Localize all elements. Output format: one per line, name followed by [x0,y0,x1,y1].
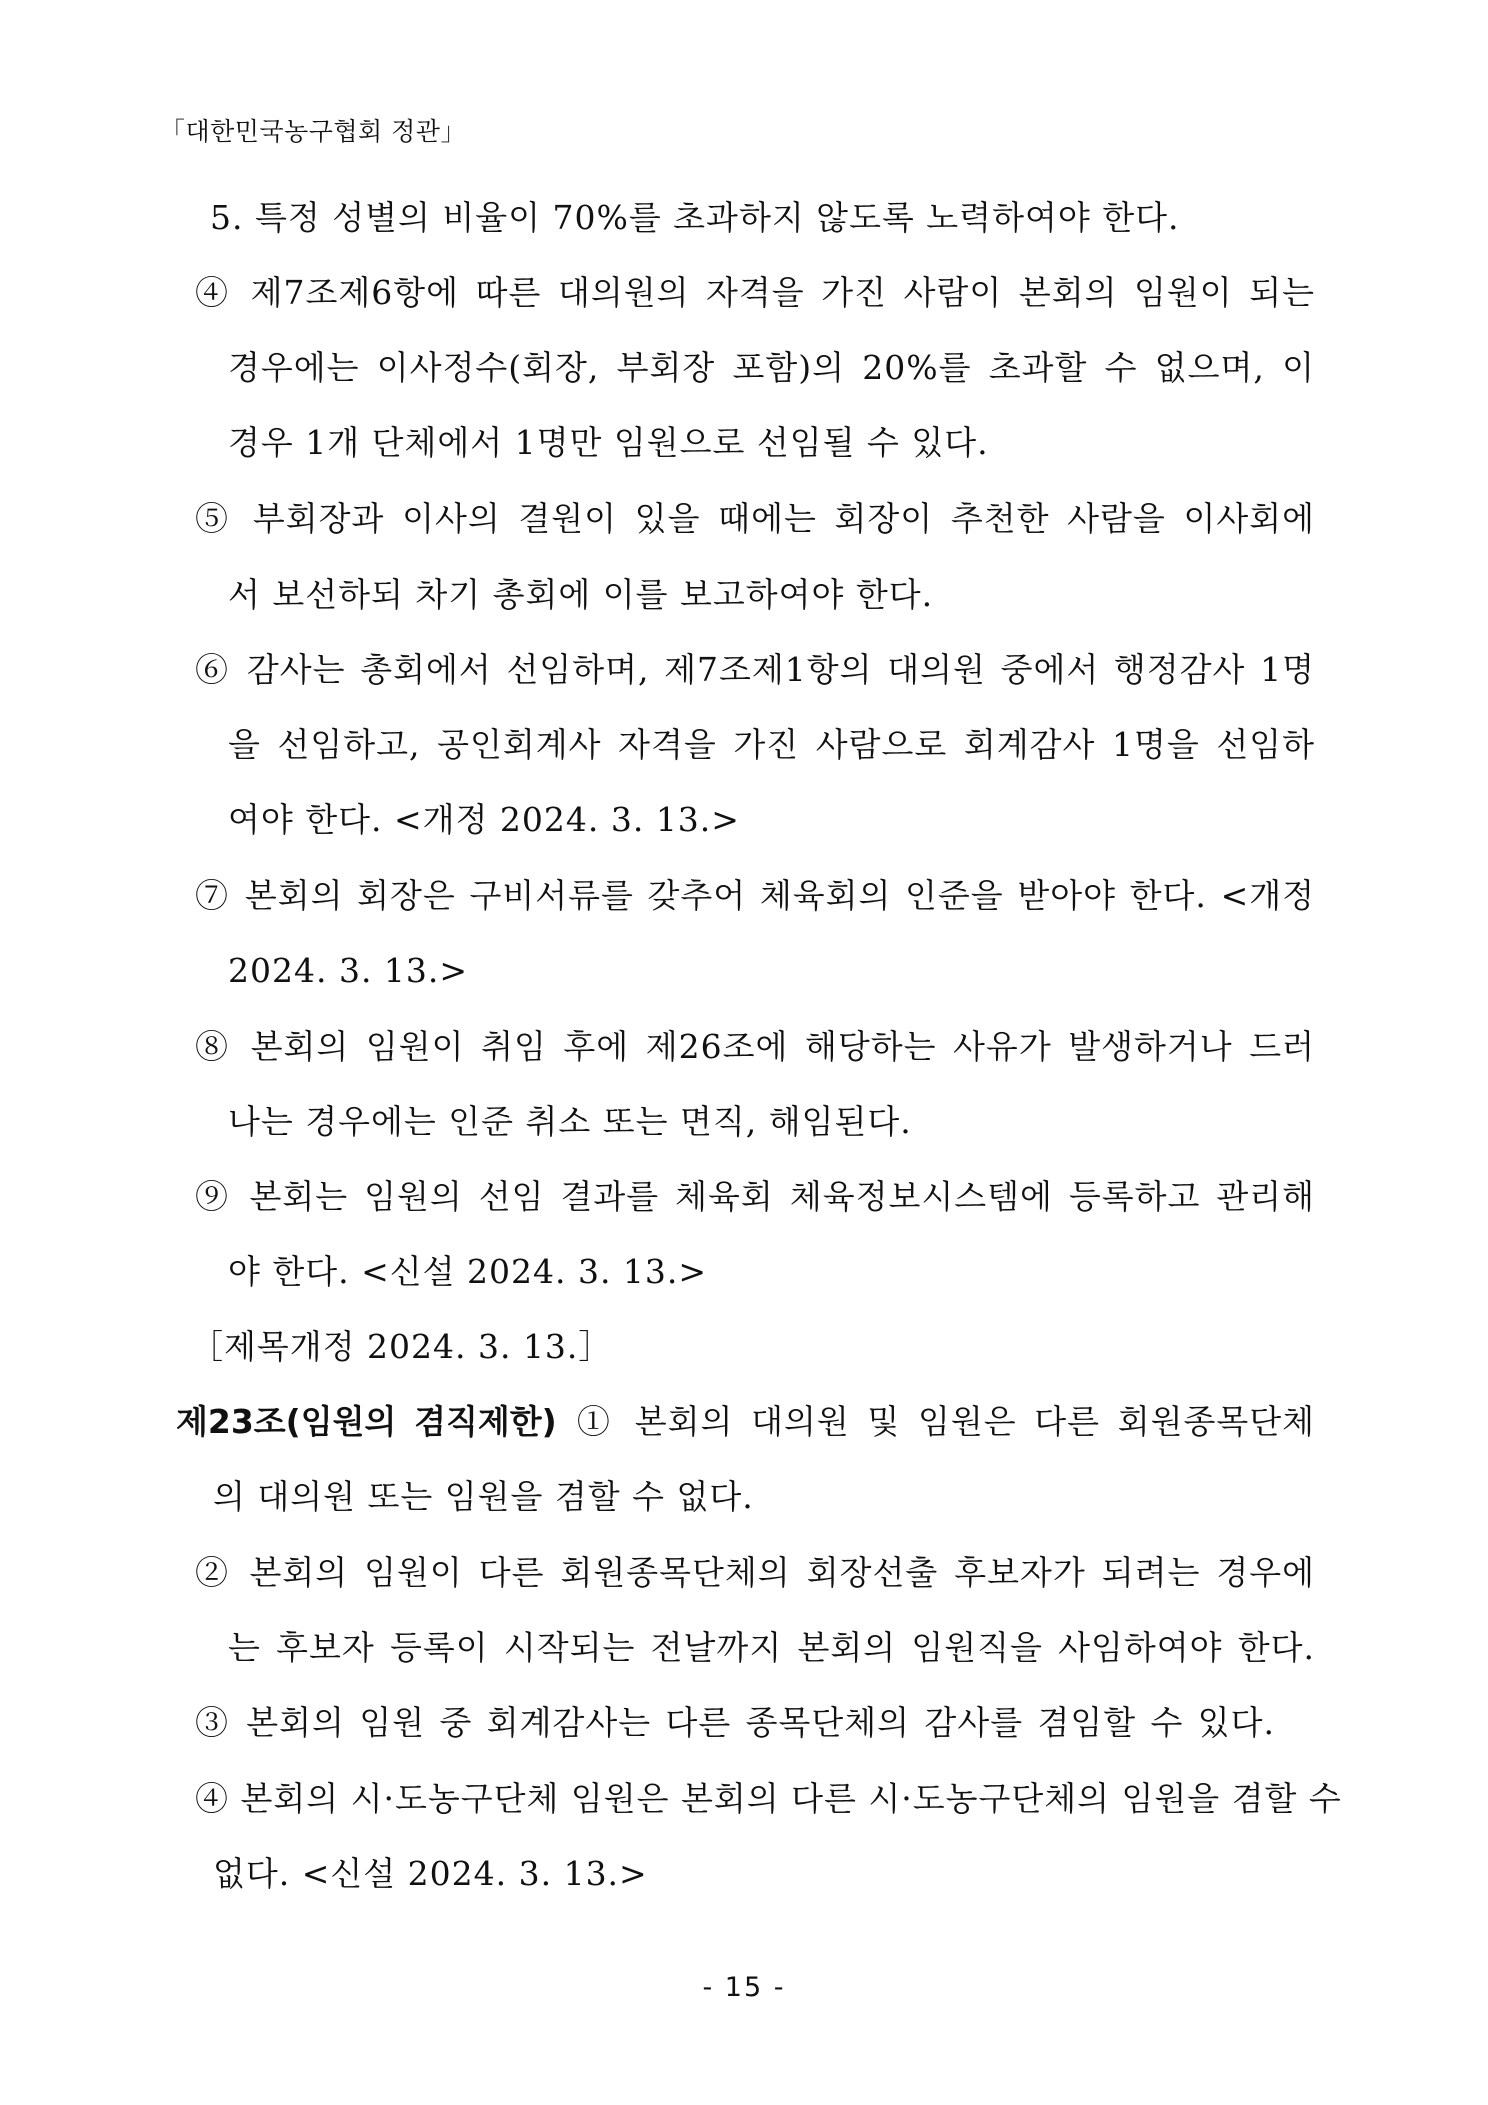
article-23-paragraph-4-line-2: 없다. <신설 2024. 3. 13.> [213,1854,648,1893]
paragraph-7-line-1: ⑦ 본회의 회장은 구비서류를 갖추어 체육회의 인준을 받아야 한다. <개정 [195,876,1315,915]
article-23-line-1 [176,1402,1315,1442]
paragraph-8-line-2: 나는 경우에는 인준 취소 또는 면직, 해임된다. [228,1102,912,1141]
paragraph-4-line-2: 경우에는 이사정수(회장, 부회장 포함)의 20%를 초과할 수 없으며, 이 [228,348,1315,387]
paragraph-4-line-3: 경우 1개 단체에서 1명만 임원으로 선임될 수 있다. [228,423,989,462]
article-23-paragraph-4-line-1: ④ 본회의 시·도농구단체 임원은 본회의 다른 시·도농구단체의 임원을 겸할 수 [195,1779,1342,1818]
paragraph-5-line-2: 서 보선하되 차기 총회에 이를 보고하여야 한다. [228,575,934,614]
article-23-paragraph-3-line: ③ 본회의 임원 중 회계감사는 다른 종목단체의 감사를 겸임할 수 있다. [195,1703,1275,1742]
paragraph-4-line-1: ④ 제7조제6항에 따른 대의원의 자격을 가진 사람이 본회의 임원이 되는 [195,273,1315,312]
page-number: - 15 - [702,1972,786,2003]
paragraph-8-line-1: ⑧ 본회의 임원이 취임 후에 제26조에 해당하는 사유가 발생하거나 드러 [195,1027,1315,1066]
paragraph-6-line-3: 여야 한다. <개정 2024. 3. 13.> [228,800,740,839]
document-header-title: 「대한민국농구협회 정관」 [160,117,466,146]
article-23-first-line-text: ① 본회의 대의원 및 임원은 다른 회원종목단체 [570,1402,1315,1441]
paragraph-9-line-1: ⑨ 본회는 임원의 선임 결과를 체육회 체육정보시스템에 등록하고 관리해 [195,1177,1315,1216]
paragraph-9-line-2: 야 한다. <신설 2024. 3. 13.> [228,1252,708,1291]
article-23-title: 제23조(임원의 겸직제한) [176,1402,557,1441]
paragraph-5-line-1: ⑤ 부회장과 이사의 결원이 있을 때에는 회장이 추천한 사람을 이사회에 [195,499,1315,538]
title-amendment-note: ［제목개정 2024. 3. 13.］ [190,1327,613,1366]
clause-5-line: 5. 특정 성별의 비율이 70%를 초과하지 않도록 노력하여야 한다. [210,198,1180,237]
article-23-line-2: 의 대의원 또는 임원을 겸할 수 없다. [213,1477,754,1516]
article-23-paragraph-2-line-2: 는 후보자 등록이 시작되는 전날까지 본회의 임원직을 사임하여야 한다. [228,1628,1315,1667]
article-23-paragraph-2-line-1: ② 본회의 임원이 다른 회원종목단체의 회장선출 후보자가 되려는 경우에 [195,1553,1315,1592]
paragraph-7-line-2: 2024. 3. 13.> [228,951,469,990]
paragraph-6-line-1: ⑥ 감사는 총회에서 선임하며, 제7조제1항의 대의원 중에서 행정감사 1명 [195,650,1315,689]
paragraph-6-line-2: 을 선임하고, 공인회계사 자격을 가진 사람으로 회계감사 1명을 선임하 [228,725,1315,764]
